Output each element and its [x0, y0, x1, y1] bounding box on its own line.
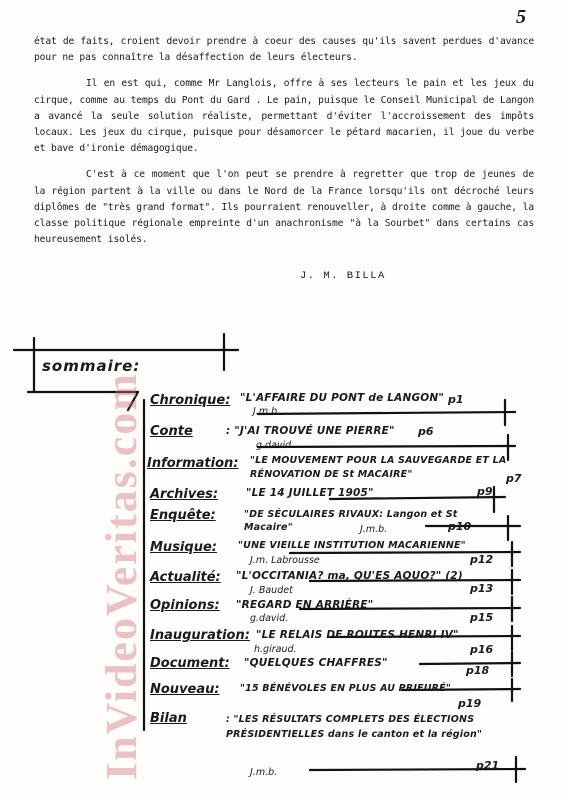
entry-title: : "LES RÉSULTATS COMPLETS DES ÉLECTIONS PRÉSIDENTIELLES dans le canton et la région" — [226, 714, 483, 740]
entry-category: Enquête: — [150, 508, 216, 523]
entry-category: Information: — [147, 456, 239, 471]
entry-title: "LE RELAIS DE ROUTES HENRI IV" — [256, 629, 459, 641]
sommaire-heading: sommaire: — [42, 357, 141, 375]
entry-page: p9 — [477, 485, 493, 498]
entry-title: "L'OCCITANIA? ma, QU'ES AQUO?" (2) — [236, 570, 463, 582]
entry-title: : "J'AI TROUVÉ UNE PIERRE" — [226, 425, 395, 437]
entry-author: J.m.b. — [250, 767, 278, 778]
entry-title: "QUELQUES CHAFFRES" — [244, 657, 388, 669]
author-signature: J. M. BILLA — [300, 270, 386, 282]
entry-category: Archives: — [150, 487, 219, 502]
entry-author: g.david. — [250, 613, 289, 624]
entry-page: p16 — [470, 643, 494, 656]
entry-category: Conte — [150, 424, 193, 439]
entry-category: Inauguration: — [150, 628, 250, 643]
entry-title: "REGARD EN ARRIÈRE" — [236, 599, 374, 611]
entry-category: Actualité: — [150, 570, 221, 585]
entry-author: J.m.b. — [253, 406, 281, 417]
entry-page: p12 — [470, 553, 494, 566]
watermark: InVideoVeritas.com — [97, 372, 146, 780]
entry-page: p6 — [418, 425, 434, 438]
entry-author: h.giraud. — [254, 644, 297, 655]
entry-category: Musique: — [150, 540, 217, 555]
entry-author: J.m.b. — [360, 524, 388, 535]
entry-title: "UNE VIEILLE INSTITUTION MACARIENNE" — [238, 540, 466, 551]
entry-page: p19 — [458, 697, 482, 710]
entry-page: p18 — [466, 664, 490, 677]
entry-category: Bilan — [150, 711, 187, 726]
entry-page: p21 — [476, 759, 500, 772]
entry-author: J. Baudet — [250, 585, 293, 596]
entry-category: Document: — [150, 656, 230, 671]
entry-category: Opinions: — [150, 598, 220, 613]
entry-page: p7 — [506, 472, 522, 485]
entry-category: Chronique: — [150, 393, 231, 408]
page-number: 5 — [516, 6, 526, 28]
entry-title: "DE SÉCULAIRES RIVAUX: Langon et St Macaire" — [244, 509, 458, 533]
paragraph: état de faits, croient devoir prendre à coeur des causes qu'ils savent perdues d'avance pour ne pas connaître la désaffection de leurs électeurs. — [34, 36, 534, 64]
entry-page: p10 — [448, 520, 472, 533]
entry-page: p1 — [448, 393, 464, 406]
entry-category: Nouveau: — [150, 682, 220, 697]
entry-author: g.david. — [256, 440, 295, 451]
paragraph: Il en est qui, comme Mr Langlois, offre à ses lecteurs le pain et les jeux du cirque, comme au temps du Pont du Gard . Le pain, puisque le Conseil Municipal de Langon a avancé la seule solution réaliste, permettant d'éviter l'accroissement des impôts locaux. Les jeux du cirque, puisque pour désamorcer le pétard macarien, il joue du verbe et bave d'ironie démagogique. — [34, 78, 534, 155]
entry-page: p13 — [470, 582, 494, 595]
entry-author: J.m. Labrousse — [250, 555, 320, 566]
entry-title: "LE MOUVEMENT POUR LA SAUVEGARDE ET LA RÉNOVATION DE St MACAIRE" — [250, 455, 507, 480]
entry-title: "LE 14 JUILLET 1905" — [246, 487, 374, 499]
entry-title: "15 BÉNÉVOLES EN PLUS AU PRIEURÉ" — [240, 683, 452, 694]
entry-title: "L'AFFAIRE DU PONT de LANGON" — [240, 392, 445, 404]
paragraph: C'est à ce moment que l'on peut se prendre à regretter que trop de jeunes de la région partent à la ville ou dans le Nord de la France lorsqu'ils ont décroché leurs diplômes de "très grand format". Ils pourraient renouveller, à droite comme à gauche, la classe politique régionale empreinte d'un anachronisme "à la Sourbet" dans certains cas heureusement isolés. — [34, 169, 534, 246]
entry-page: p15 — [470, 611, 494, 624]
